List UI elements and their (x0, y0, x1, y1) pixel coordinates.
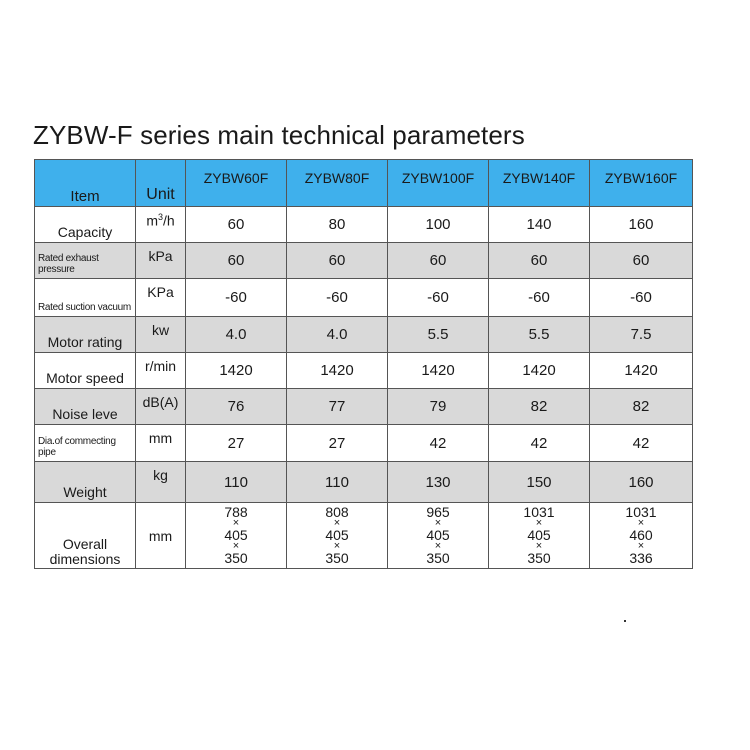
table-row-suction-vacuum (35, 279, 693, 317)
row-value: 1420 (489, 353, 590, 389)
table-row-capacity (35, 207, 693, 243)
row-item-label: Rated exhaust pressure (35, 243, 136, 279)
header-model: ZYBW160F (590, 160, 693, 207)
row-item-label: Rated suction vacuum (35, 279, 136, 317)
row-value: -60 (489, 279, 590, 317)
row-item-label: Weight (35, 462, 136, 503)
row-value: 1420 (590, 353, 693, 389)
row-value: 60 (186, 207, 287, 243)
row-unit: KPa (136, 279, 186, 317)
row-value: 140 (489, 207, 590, 243)
header-model: ZYBW80F (287, 160, 388, 207)
row-unit: $m^3/h$ (136, 207, 186, 243)
dimension-value: 1031 × 405 × 350 (489, 503, 590, 569)
header-model: ZYBW140F (489, 160, 590, 207)
row-value: -60 (388, 279, 489, 317)
row-item-label: Motor speed (35, 353, 136, 389)
header-model: ZYBW60F (186, 160, 287, 207)
row-unit: kg (136, 462, 186, 503)
row-value: -60 (590, 279, 693, 317)
header-model: ZYBW100F (388, 160, 489, 207)
row-value: 60 (287, 243, 388, 279)
row-unit: mm (136, 425, 186, 462)
row-value: 76 (186, 389, 287, 425)
page-title: ZYBW-F series main technical parameters (33, 120, 525, 150)
row-value: 42 (489, 425, 590, 462)
table-row-weight (35, 462, 693, 503)
table-row-exhaust-pressure (35, 243, 693, 279)
table-row-dimensions (35, 503, 693, 569)
row-value: 80 (287, 207, 388, 243)
row-unit: mm (136, 503, 186, 569)
row-value: 7.5 (590, 317, 693, 353)
row-value: 42 (590, 425, 693, 462)
row-value: 160 (590, 207, 693, 243)
row-item-label: Dia.of commecting pipe (35, 425, 136, 462)
row-item-label: Capacity (35, 207, 136, 243)
row-unit: kw (136, 317, 186, 353)
row-value: 130 (388, 462, 489, 503)
row-value: 79 (388, 389, 489, 425)
row-value: 4.0 (287, 317, 388, 353)
row-value: -60 (186, 279, 287, 317)
dimension-value: 788 × 405 × 350 (186, 503, 287, 569)
row-value: 1420 (388, 353, 489, 389)
table-row-motor-rating (35, 317, 693, 353)
row-value: -60 (287, 279, 388, 317)
row-value: 60 (489, 243, 590, 279)
row-unit: dB(A) (136, 389, 186, 425)
row-value: 60 (590, 243, 693, 279)
header-unit: Unit (136, 160, 186, 207)
row-value: 27 (287, 425, 388, 462)
header-item: Item (35, 160, 136, 207)
row-value: 110 (186, 462, 287, 503)
table-row-noise-level (35, 389, 693, 425)
row-value: 150 (489, 462, 590, 503)
row-value: 27 (186, 425, 287, 462)
row-value: 60 (186, 243, 287, 279)
row-value: 82 (489, 389, 590, 425)
row-value: 42 (388, 425, 489, 462)
row-value: 160 (590, 462, 693, 503)
stray-dot (624, 620, 626, 622)
row-value: 5.5 (489, 317, 590, 353)
row-value: 4.0 (186, 317, 287, 353)
table-row-motor-speed (35, 353, 693, 389)
row-value: 1420 (287, 353, 388, 389)
row-value: 82 (590, 389, 693, 425)
table-header-row (35, 160, 693, 207)
row-value: 60 (388, 243, 489, 279)
row-item-label: Motor rating (35, 317, 136, 353)
row-value: 1420 (186, 353, 287, 389)
dimension-value: 965 × 405 × 350 (388, 503, 489, 569)
row-value: 100 (388, 207, 489, 243)
row-unit: kPa (136, 243, 186, 279)
row-unit: r/min (136, 353, 186, 389)
dimension-value: 808 × 405 × 350 (287, 503, 388, 569)
row-value: 77 (287, 389, 388, 425)
row-item-label: Overall dimensions (35, 503, 136, 569)
row-item-label: Noise leve (35, 389, 136, 425)
row-value: 5.5 (388, 317, 489, 353)
table-row-pipe-diameter (35, 425, 693, 462)
dimension-value: 1031 × 460 × 336 (590, 503, 693, 569)
row-value: 110 (287, 462, 388, 503)
technical-parameters-table (34, 159, 693, 569)
